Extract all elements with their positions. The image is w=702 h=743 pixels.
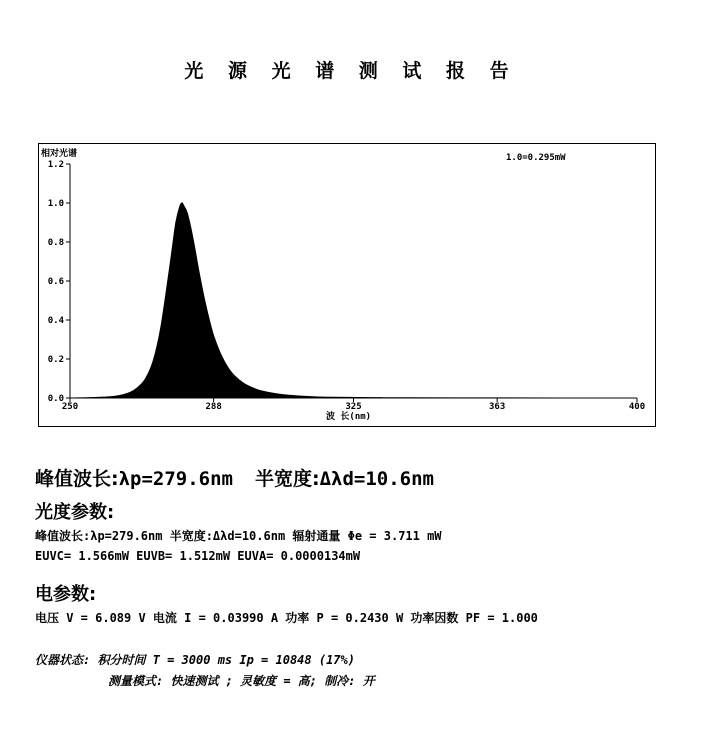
fwhm-value: Δλd=10.6nm (319, 468, 434, 490)
photometric-heading: 光度参数: (35, 502, 115, 523)
y-tick-label: 1.2 (47, 160, 64, 170)
y-tick-label: 0.2 (47, 355, 64, 365)
peak-summary-line (35, 464, 434, 491)
x-tick-label: 400 (628, 402, 646, 412)
x-tick-group (62, 398, 645, 412)
chart-annotation: 1.0=0.295mW (506, 153, 566, 163)
x-tick-label: 288 (205, 402, 222, 412)
y-tick-label: 1.0 (47, 199, 64, 209)
instrument-status-line: 仪器状态: 积分时间 T = 3000 ms Ip = 10848 (17%) (35, 653, 355, 667)
y-tick-label: 0.0 (47, 394, 64, 404)
y-axis-label: 相对光谱 (41, 149, 78, 159)
x-axis-label: 波 长(nm) (326, 412, 372, 422)
y-tick-group (48, 160, 70, 404)
electrical-heading: 电参数: (35, 584, 97, 605)
electrical-line: 电压 V = 6.089 V 电流 I = 0.03990 A 功率 P = 0.2430 W 功率因数 PF = 1.000 (35, 611, 538, 625)
peak-value: λp=279.6nm (118, 468, 233, 490)
y-tick-label: 0.8 (47, 238, 64, 248)
x-tick-label: 363 (489, 402, 506, 412)
measurement-mode-line: 测量模式: 快速测试 ; 灵敏度 = 高; 制冷: 开 (108, 674, 375, 688)
photometric-line-2: EUVC= 1.566mW EUVB= 1.512mW EUVA= 0.0000134mW (35, 549, 361, 563)
x-tick-label: 250 (61, 402, 79, 412)
spectrum-chart-frame (38, 143, 656, 427)
fwhm-label: 半宽度: (255, 468, 320, 490)
photometric-line-1: 峰值波长:λp=279.6nm 半宽度:Δλd=10.6nm 辐射通量 Φe = 3.711 mW (35, 529, 442, 543)
spectrum-area (70, 203, 637, 398)
y-tick-label: 0.6 (47, 277, 64, 287)
peak-label: 峰值波长: (35, 468, 119, 490)
x-tick-label: 325 (345, 402, 362, 412)
spectrum-chart (39, 144, 655, 426)
y-tick-label: 0.4 (47, 316, 64, 326)
report-title: 光 源 光 谱 测 试 报 告 (184, 60, 518, 82)
